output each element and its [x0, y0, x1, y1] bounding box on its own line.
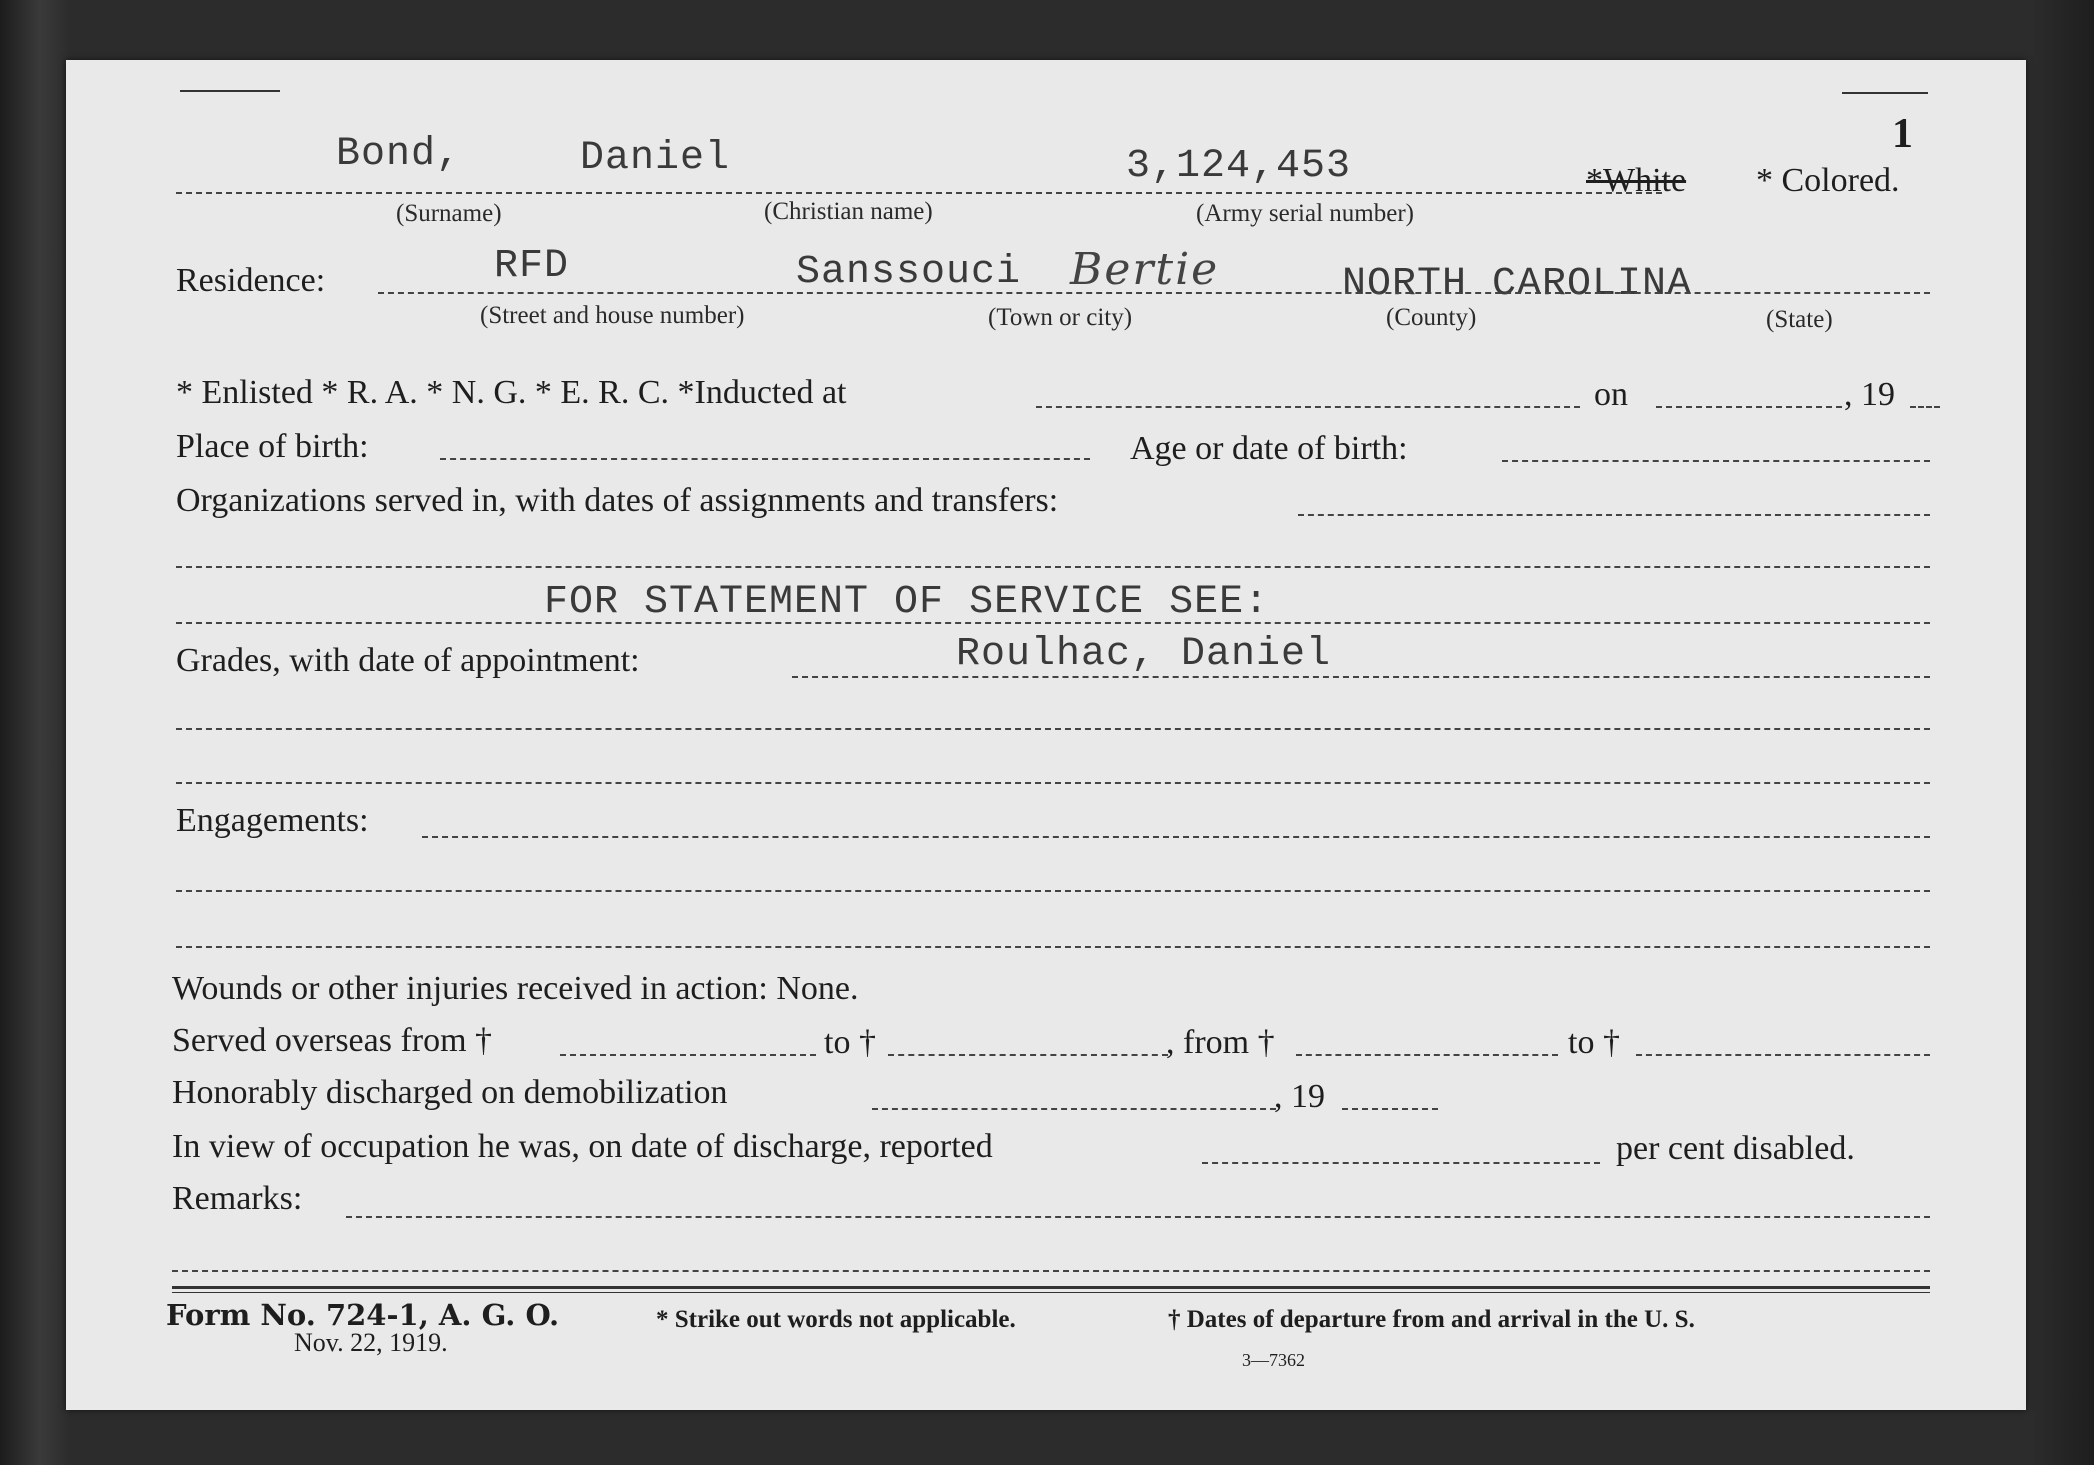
christian-name-caption: (Christian name)	[764, 198, 933, 225]
overseas-to-line-2	[1636, 1054, 1930, 1056]
footer-rule-1	[172, 1286, 1930, 1289]
served-overseas-label: Served overseas from †	[172, 1022, 493, 1059]
surname-value: Bond,	[336, 132, 462, 177]
honorably-discharged-label: Honorably discharged on demobilization	[172, 1074, 728, 1111]
on-date-line	[1656, 406, 1842, 408]
christian-name-value: Daniel	[580, 136, 731, 181]
see-name-value: Roulhac, Daniel	[956, 632, 1332, 677]
serial-number-caption: (Army serial number)	[1196, 200, 1414, 227]
overseas-to-label-1: to †	[824, 1024, 876, 1061]
county-caption: (County)	[1386, 304, 1477, 331]
per-cent-disabled-label: per cent disabled.	[1616, 1130, 1855, 1167]
card-number: 1	[1892, 111, 1913, 157]
street-value: RFD	[494, 244, 570, 289]
overseas-to-label-2: to †	[1568, 1024, 1620, 1061]
residence-line	[378, 292, 1930, 294]
town-caption: (Town or city)	[988, 304, 1133, 331]
organizations-label: Organizations served in, with dates of assignments and transfers:	[176, 482, 1059, 519]
occupation-label: In view of occupation he was, on date of discharge, reported	[172, 1128, 993, 1165]
on-label: on	[1594, 376, 1628, 413]
wounds-label: Wounds or other injuries received in action: None.	[172, 970, 859, 1007]
state-caption: (State)	[1766, 306, 1833, 333]
form-date: Nov. 22, 1919.	[294, 1328, 448, 1357]
dates-footnote: † Dates of departure from and arrival in the U. S.	[1168, 1306, 1695, 1333]
overseas-to-line-1	[888, 1054, 1168, 1056]
engagements-label: Engagements:	[176, 802, 369, 839]
grades-line-3	[176, 782, 1930, 784]
organizations-line-2	[176, 566, 1930, 568]
remarks-line-1	[346, 1216, 1930, 1218]
remarks-line-2	[172, 1270, 1930, 1272]
top-right-rule	[1842, 92, 1928, 94]
discharge-date-line	[872, 1108, 1276, 1110]
race-colored: * Colored.	[1756, 162, 1900, 199]
grades-line-1	[792, 676, 1930, 678]
organizations-line-3	[176, 622, 1930, 624]
discharge-year-line	[1342, 1108, 1438, 1110]
residence-label: Residence:	[176, 262, 326, 299]
top-left-rule	[180, 90, 280, 92]
grades-label: Grades, with date of appointment:	[176, 642, 640, 679]
overseas-from-line-2	[1296, 1054, 1558, 1056]
county-handwritten: Bertie	[1070, 244, 1220, 295]
race-white-struck: *White	[1586, 162, 1687, 199]
enlisted-year-line	[1910, 406, 1940, 408]
service-card	[66, 60, 2026, 1410]
statement-note: FOR STATEMENT OF SERVICE SEE:	[544, 580, 1270, 625]
state-value: NORTH CAROLINA	[1342, 262, 1693, 307]
place-of-birth-label: Place of birth:	[176, 428, 369, 465]
name-line	[176, 192, 1662, 194]
form-number: Form No. 724-1, A. G. O.	[166, 1298, 560, 1332]
strike-out-note: * Strike out words not applicable.	[656, 1306, 1016, 1333]
engagements-line-3	[176, 946, 1930, 948]
surname-caption: (Surname)	[396, 200, 502, 227]
place-of-birth-line	[440, 458, 1090, 460]
remarks-label: Remarks:	[172, 1180, 303, 1217]
footer-rule-2	[172, 1292, 1930, 1293]
discharge-year-label: , 19	[1274, 1078, 1325, 1115]
disabled-percent-line	[1202, 1162, 1600, 1164]
inducted-at-line	[1036, 406, 1580, 408]
town-value: Sanssouci	[796, 250, 1022, 295]
overseas-from-line	[560, 1054, 816, 1056]
serial-number-value: 3,124,453	[1126, 144, 1352, 189]
overseas-from-label-2: , from †	[1166, 1024, 1275, 1061]
engagements-line-2	[176, 890, 1930, 892]
enlisted-year-label: , 19	[1844, 376, 1895, 413]
engagements-line-1	[422, 836, 1930, 838]
organizations-line-1	[1298, 514, 1930, 516]
age-label: Age or date of birth:	[1130, 430, 1408, 467]
grades-line-2	[176, 728, 1930, 730]
street-caption: (Street and house number)	[480, 302, 745, 329]
age-line	[1502, 460, 1930, 462]
enlisted-label: * Enlisted * R. A. * N. G. * E. R. C. *Inducted at	[176, 374, 847, 411]
print-code: 3—7362	[1242, 1350, 1305, 1370]
